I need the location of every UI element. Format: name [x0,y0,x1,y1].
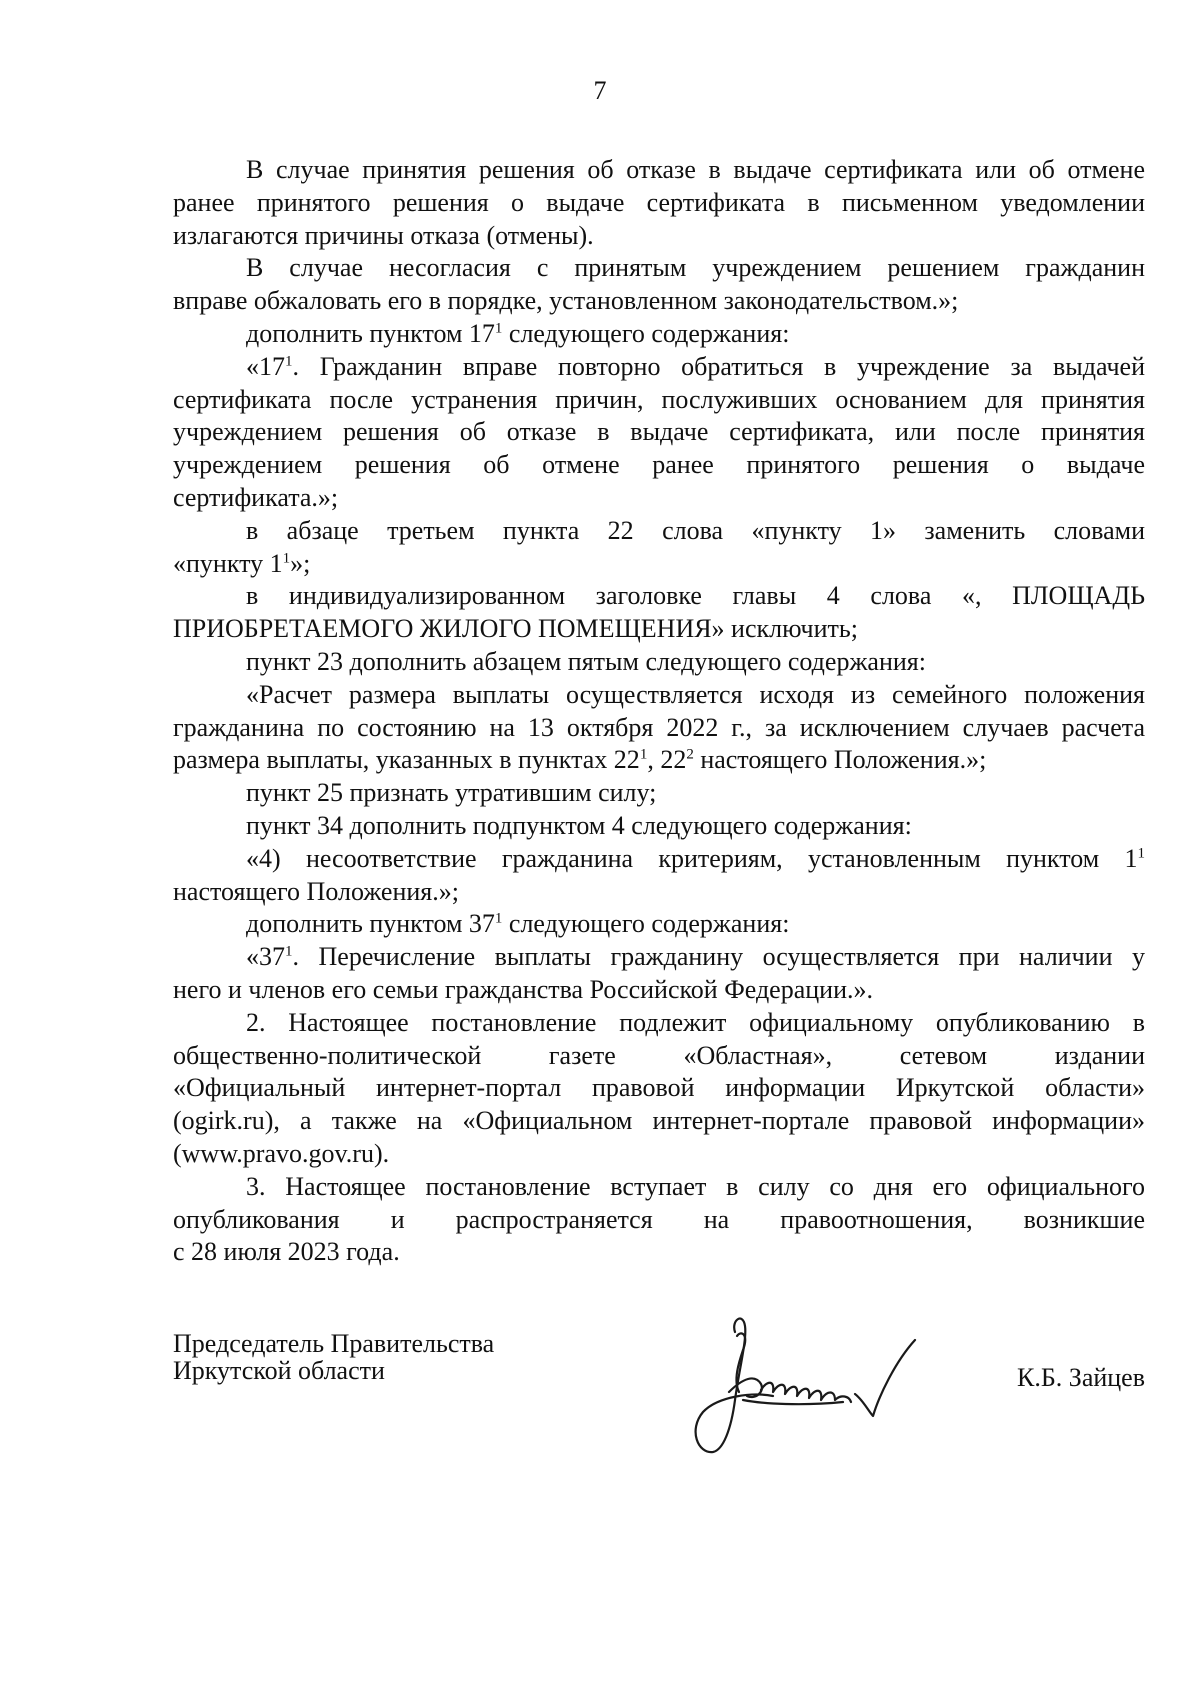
text-line: пункт 34 дополнить подпунктом 4 следующего содержания: [246,810,912,840]
text-line: вправе обжаловать его в порядке, установленном законодательством.»; [173,286,959,316]
superscript: 1 [1137,845,1145,862]
paragraph-effective-date [173,1171,1145,1269]
signer-title [173,1330,494,1384]
superscript: 1 [639,746,648,763]
text-fragment: дополнить пунктом 37 [246,909,495,939]
text-fragment: , 22 [647,745,687,775]
text-line: (ogirk.ru), а также на «Официальном интернет-портале правовой информации» [173,1106,1145,1136]
page-number: 7 [593,76,607,105]
text-line [173,351,1145,384]
text-line: в индивидуализированном заголовке главы 4 слова «, ПЛОЩАДЬ [246,581,1145,611]
text-fragment: »; [290,548,311,578]
superscript: 1 [494,320,503,337]
paragraph-publication [173,1007,1145,1171]
signature-block [173,1330,1145,1460]
signer-title-line: Председатель Правительства [173,1329,495,1358]
paragraph-item-37-1 [173,941,1145,1007]
text-line: с 28 июля 2023 года. [173,1237,400,1267]
text-line: 2. Настоящее постановление подлежит официальному опубликованию в [246,1007,1145,1037]
text-fragment: настоящего Положения.»; [693,745,987,775]
text-line: гражданина по состоянию на 13 октября 2022 г., за исключением случаев расчета [173,712,1145,742]
text-fragment: «4) несоответствие гражданина критериям, установленным пунктом 1 [246,843,1138,873]
text-line: «Расчет размера выплаты осуществляется исходя из семейного положения [246,679,1145,709]
text-line: пункт 23 дополнить абзацем пятым следующего содержания: [246,646,926,676]
text-line: ПРИОБРЕТАЕМОГО ЖИЛОГО ПОМЕЩЕНИЯ» исключить; [173,614,858,644]
paragraph-payment-calculation [173,679,1145,777]
paragraph-chapter-4-heading [173,580,1145,646]
paragraph-item-22 [173,515,1145,581]
text-line [173,941,1145,974]
handwritten-signature [683,1300,943,1470]
text-line: 3. Настоящее постановление вступает в силу со дня его официального [246,1171,1145,1201]
paragraph-item-34 [173,810,1145,843]
superscript: 1 [285,353,293,370]
text-fragment: . Гражданин вправе повторно обратиться в учреждение за выдачей [292,351,1145,381]
superscript: 2 [686,746,694,763]
text-fragment: «пункту 1 [173,548,283,578]
document-body [173,154,1145,1269]
superscript: 1 [494,910,503,927]
text-line: (www.pravo.gov.ru). [173,1138,390,1168]
paragraph-appeal [173,252,1145,318]
text-line: В случае несогласия с принятым учреждением решением гражданин [246,253,1145,283]
text-fragment: следующего содержания: [502,318,790,348]
text-line: сертификата после устранения причин, послуживших основанием для принятия [173,384,1145,414]
text-line: опубликования и распространяется на правоотношения, возникшие [173,1204,1145,1234]
text-line: ранее принятого решения о выдаче сертификата в письменном уведомлении [173,187,1145,217]
text-line [173,843,1145,876]
paragraph-subitem-4 [173,843,1145,909]
text-fragment: дополнить пунктом 17 [246,318,495,348]
text-fragment: «17 [246,351,285,381]
text-fragment: размера выплаты, указанных в пунктах 22 [173,745,640,775]
text-line [173,318,1145,351]
paragraph-add-item-17-1 [173,318,1145,351]
signer-name: К.Б. Зайцев [1017,1363,1145,1392]
text-line [173,548,1145,581]
text-fragment: . Перечисление выплаты гражданину осуществляется при наличии у [292,942,1145,972]
superscript: 1 [282,549,291,566]
paragraph-refusal-notice [173,154,1145,252]
text-line: учреждением решения об отмене ранее принятого решения о выдаче [173,450,1145,480]
text-line: него и членов его семьи гражданства Российской Федерации.». [173,974,873,1004]
text-line [173,744,1145,777]
text-line: сертификата.»; [173,482,339,512]
text-line: учреждением решения об отказе в выдаче сертификата, или после принятия [173,417,1145,447]
text-line: В случае принятия решения об отказе в выдаче сертификата или об отмене [246,155,1145,184]
text-line [173,908,1145,941]
text-line: общественно-политической газете «Областная», сетевом издании [173,1040,1145,1070]
text-line: излагаются причины отказа (отмены). [173,220,594,250]
text-line: «Официальный интернет-портал правовой информации Иркутской области» [173,1073,1145,1103]
text-line: настоящего Положения.»; [173,876,459,906]
text-fragment: «37 [246,942,285,972]
signer-title-line: Иркутской области [173,1356,385,1385]
text-line: в абзаце третьем пункта 22 слова «пункту 1» заменить словами [246,515,1145,545]
text-line: пункт 25 признать утратившим силу; [246,778,657,808]
paragraph-item-25 [173,777,1145,810]
paragraph-item-23 [173,646,1145,679]
text-fragment: следующего содержания: [502,909,790,939]
paragraph-item-17-1 [173,351,1145,515]
signature-strokes [696,1319,915,1453]
superscript: 1 [285,943,293,960]
paragraph-add-item-37-1 [173,908,1145,941]
